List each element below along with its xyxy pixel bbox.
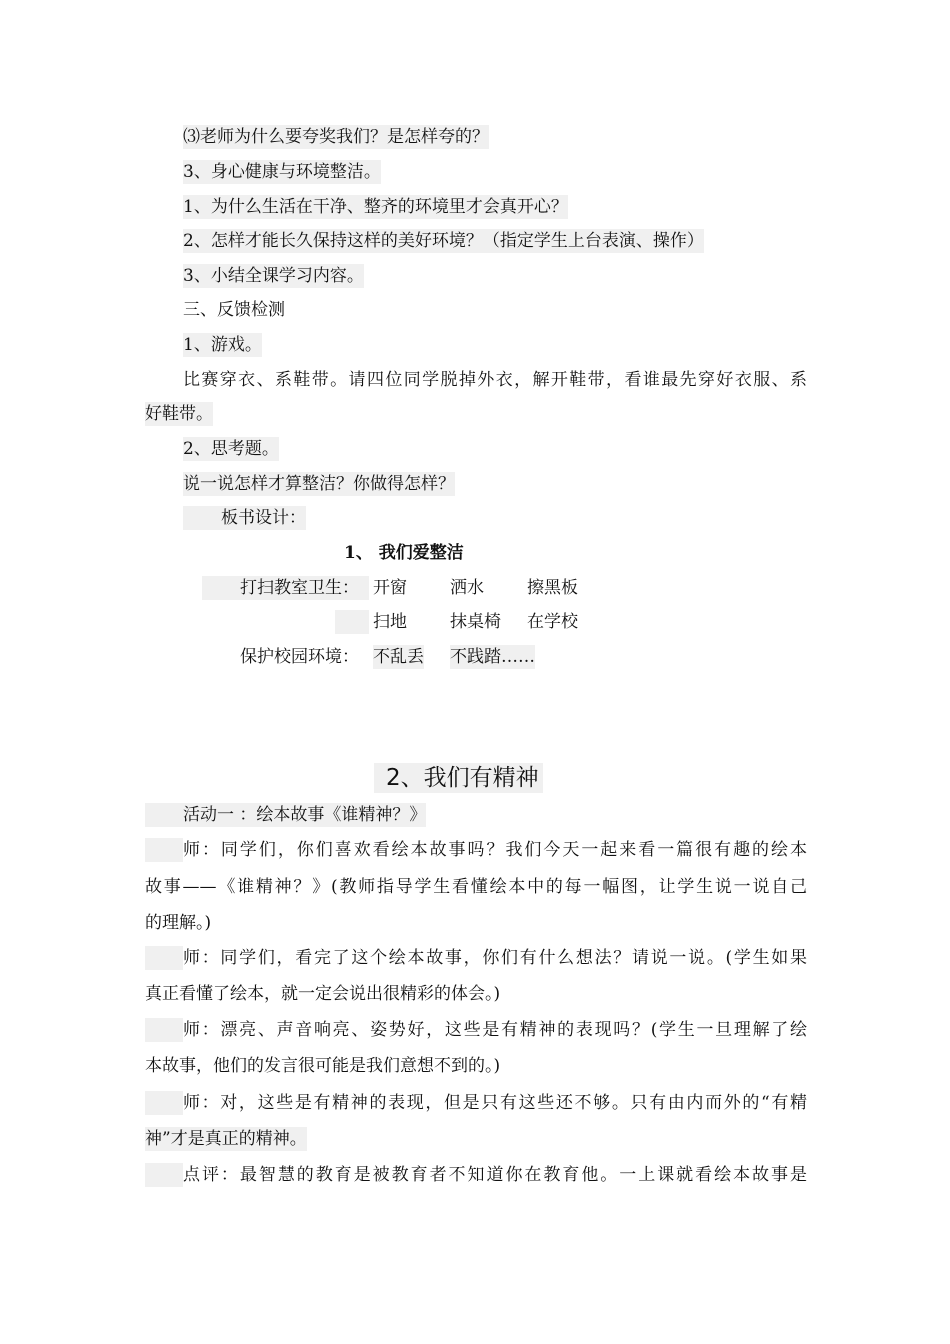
text-line: 比赛穿衣、系鞋带。请四位同学脱掉外衣，解开鞋带，看谁最先穿好衣服、系 bbox=[183, 370, 807, 390]
text-line: 点评：最智慧的教育是被教育者不知道你在教育他。一上课就看绘本故事是 bbox=[183, 1165, 807, 1185]
text-line: 师：漂亮、声音响亮、姿势好，这些是有精神的表现吗？(学生一旦理解了绘 bbox=[183, 1020, 807, 1040]
text-line: 1、游戏。 bbox=[183, 335, 262, 355]
board-indent bbox=[335, 610, 369, 634]
text-line: 故事——《谁精神？》(教师指导学生看懂绘本中的每一幅图，让学生说一说自己 bbox=[145, 877, 807, 897]
board-item: 洒水 bbox=[450, 578, 484, 598]
board-item: 擦黑板 bbox=[527, 578, 578, 598]
section-title: 2、我们有精神 bbox=[374, 763, 543, 793]
text-line: 1、为什么生活在干净、整齐的环境里才会真开心？ bbox=[183, 197, 568, 217]
text-line: 真正看懂了绘本，就一定会说出很精彩的体会。) bbox=[145, 984, 501, 1004]
text-line: 的理解。) bbox=[145, 913, 212, 933]
indent bbox=[145, 838, 183, 862]
text-line: 神”才是真正的精神。 bbox=[145, 1129, 307, 1149]
text-line: 3、身心健康与环境整洁。 bbox=[183, 162, 381, 182]
board-item: 开窗 bbox=[373, 578, 407, 598]
text-line: 师：同学们，你们喜欢看绘本故事吗？我们今天一起来看一篇很有趣的绘本 bbox=[183, 840, 807, 860]
board-row-label: 打扫教室卫生： bbox=[202, 576, 369, 600]
text-line: 本故事，他们的发言很可能是我们意想不到的。) bbox=[145, 1056, 501, 1076]
text-line: 说一说怎样才算整洁？你做得怎样？ bbox=[183, 474, 455, 494]
board-item: 在学校 bbox=[527, 612, 578, 632]
board-item: 抹桌椅 bbox=[450, 612, 501, 632]
board-item: 不乱丢 bbox=[373, 647, 424, 667]
board-row-label: 保护校园环境： bbox=[240, 647, 359, 667]
text-line: 板书设计： bbox=[183, 506, 306, 530]
text-line: 2、思考题。 bbox=[183, 439, 279, 459]
text-line: 师：同学们，看完了这个绘本故事，你们有什么想法？请说一说。(学生如果 bbox=[183, 948, 807, 968]
section-heading: 三、反馈检测 bbox=[183, 300, 285, 320]
text-line: 活动一 ：绘本故事《谁精神？》 bbox=[145, 803, 426, 827]
indent bbox=[145, 1091, 183, 1115]
indent bbox=[145, 1163, 183, 1187]
text-line: 好鞋带。 bbox=[145, 404, 213, 424]
board-item: 扫地 bbox=[373, 612, 407, 632]
text-line: 3、小结全课学习内容。 bbox=[183, 266, 364, 286]
text-line: ⑶老师为什么要夸奖我们？是怎样夸的？ bbox=[183, 127, 489, 147]
board-item: 不践踏…… bbox=[450, 647, 535, 667]
text-line: 2、怎样才能长久保持这样的美好环境？（指定学生上台表演、操作） bbox=[183, 231, 704, 251]
board-title: 1、 我们爱整洁 bbox=[344, 543, 464, 563]
text-line: 师：对，这些是有精神的表现，但是只有这些还不够。只有由内而外的“有精 bbox=[183, 1093, 807, 1113]
indent bbox=[145, 1018, 183, 1042]
indent bbox=[145, 946, 183, 970]
